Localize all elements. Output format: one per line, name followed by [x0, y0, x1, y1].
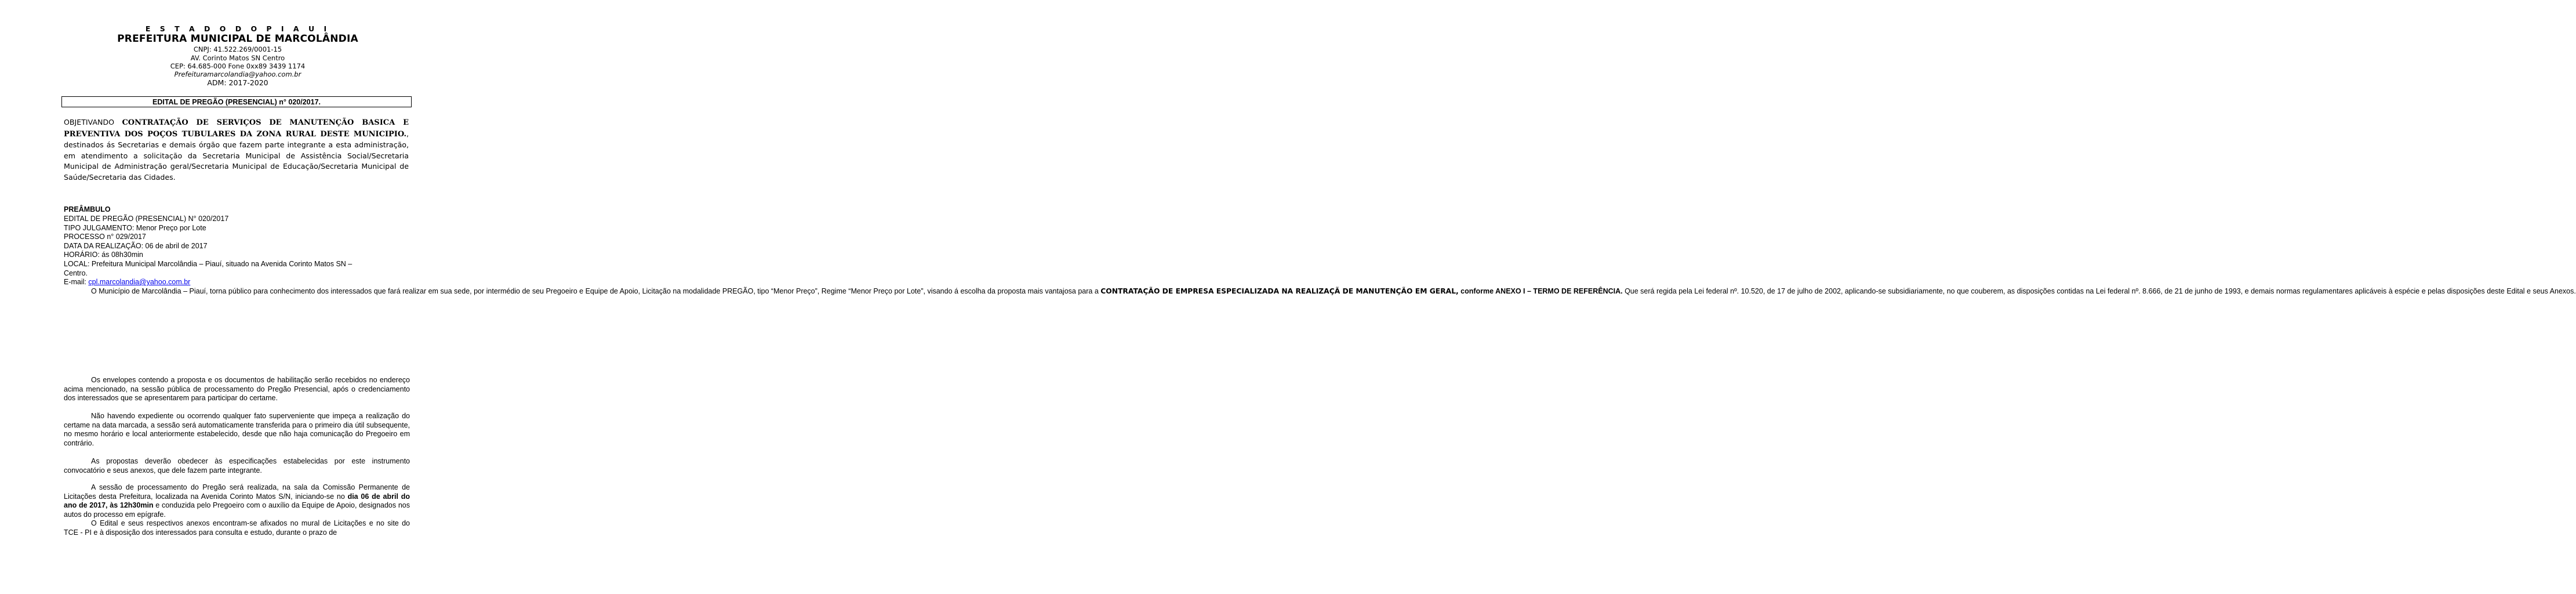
paragraph-1-rest: Que será regida pela Lei federal nº. 10.520, de 17 de julho de 2002, aplicando-se subsidiariamente, no que couberem, as disposições contidas na Lei federal nº. 8.666, de 21 de junho de 1993, e demais normas regulamentares aplicáveis à espécie e pelas disposições deste Edital e seus Anexos. — [1622, 287, 2576, 295]
cnpj: CNPJ: 41.522.269/0001-15 — [193, 45, 282, 53]
postal-phone: CEP: 64.685-000 Fone 0xx89 3439 1174 — [170, 62, 306, 70]
objective-paragraph — [64, 117, 409, 183]
objective-rest: , destinados ás Secretarias e demais órgão que fazem parte integrante a esta administração, em atendimento a solicitação da Secretaria Municipal de Assistência Social/Secretaria Municipal de Administração geral/Secretaria Municipal de Educação/Secretaria Municipal de Saúde/Secretaria das Cidades. — [64, 129, 409, 182]
preamble-title: PREÂMBULO — [64, 205, 111, 213]
state-name: E S T A D O D O P I A U I — [145, 24, 330, 33]
email-link[interactable]: cpl.marcolandia@yahoo.com.br — [88, 278, 191, 287]
paragraph-1-text: O Município de Marcolândia – Piauí, torna público para conhecimento dos interessados que fará realizar em sua sede, por intermédio de seu Pregoeiro e Equipe de Apoio, Licitação na modalidade PREGÃO, tipo “Menor Preço”, Regime “Menor Preço por Lote”, visando á escolha da proposta mais vantajosa para a — [91, 287, 1101, 295]
objective-lead: OBJETIVANDO — [64, 118, 122, 126]
header-email: Prefeituramarcolandia@yahoo.com.br — [174, 70, 301, 78]
paragraph-5-date: dia 06 de abril do ano de 2017, às 12h30min — [64, 492, 410, 510]
address: AV. Corinto Matos SN Centro — [190, 54, 285, 62]
preamble-horario: HORÁRIO: ás 08h30min — [64, 251, 143, 259]
city-hall-name: PREFEITURA MUNICIPAL DE MARCOLÂNDIA — [117, 33, 358, 45]
preamble-data: DATA DA REALIZAÇÃO: 06 de abril de 2017 — [64, 241, 208, 250]
paragraph-2: Os envelopes contendo a proposta e os documentos de habilitação serão recebidos no endereço acima mencionado, na sessão pública de processamento do Pregão Presencial, após o credenciamento dos interessados que se apresentarem para participar do certame. — [64, 376, 410, 403]
paragraph-3: Não havendo expediente ou ocorrendo qualquer fato superveniente que impeça a realização do certame na data marcada, a sessão será automaticamente transferida para o primeiro dia útil subsequente, no mesmo horário e local anteriormente estabelecido, desde que não haja comunicação do Pregoeiro em contrário. — [64, 412, 410, 447]
edital-title-box: EDITAL DE PREGÃO (PRESENCIAL) n° 020/2017. — [61, 96, 412, 107]
preamble-tipo: TIPO JULGAMENTO: Menor Preço por Lote — [64, 223, 206, 232]
paragraph-4: As propostas deverão obedecer às especificações estabelecidas por este instrumento convocatório e seus anexos, que dele fazem parte integrante. — [64, 457, 410, 475]
paragraph-1 — [64, 287, 2576, 296]
preamble-email — [64, 278, 410, 287]
objective-bold: CONTRATAÇÃO DE SERVIÇOS DE MANUTENÇÃO BASICA E PREVENTIVA DOS POÇOS TUBULARES DA ZONA RURAL DESTE MUNICIPIO. — [64, 118, 409, 139]
preamble-local: LOCAL: Prefeitura Municipal Marcolândia – Piauí, situado na Avenida Corinto Matos SN – — [64, 259, 353, 268]
preamble-processo: PROCESSO n° 029/2017 — [64, 233, 146, 241]
paragraph-5 — [64, 483, 410, 519]
preamble-list — [64, 215, 2576, 296]
paragraph-5-rest: e conduzida pelo Pregoeiro com o auxílio da Equipe de Apoio, designados nos autos do processo em epígrafe. — [64, 501, 410, 519]
paragraph-5-text: A sessão de processamento do Pregão será realizada, na sala da Comissão Permanente de Licitações desta Prefeitura, localizada na Avenida Corinto Matos S/N, iniciando-se no — [64, 483, 410, 501]
preamble-edital: EDITAL DE PREGÃO (PRESENCIAL) N° 020/2017 — [64, 215, 229, 223]
paragraph-1-annex: conforme ANEXO I – TERMO DE REFERÊNCIA. — [1458, 287, 1623, 295]
administration-period: ADM: 2017-2020 — [207, 78, 268, 87]
paragraph-1-bold: CONTRATAÇÃO DE EMPRESA ESPECIALIZADA NA REALIZAÇÃ DE MANUTENÇÃO EM GERAL, — [1100, 287, 1459, 295]
paragraph-6: O Edital e seus respectivos anexos encontram-se afixados no mural de Licitações e no site do TCE - PI e à disposição dos interessados para consulta e estudo, durante o prazo de — [64, 519, 410, 537]
preamble-local-cont: Centro. — [64, 269, 88, 277]
email-label: E-mail: — [64, 278, 89, 287]
